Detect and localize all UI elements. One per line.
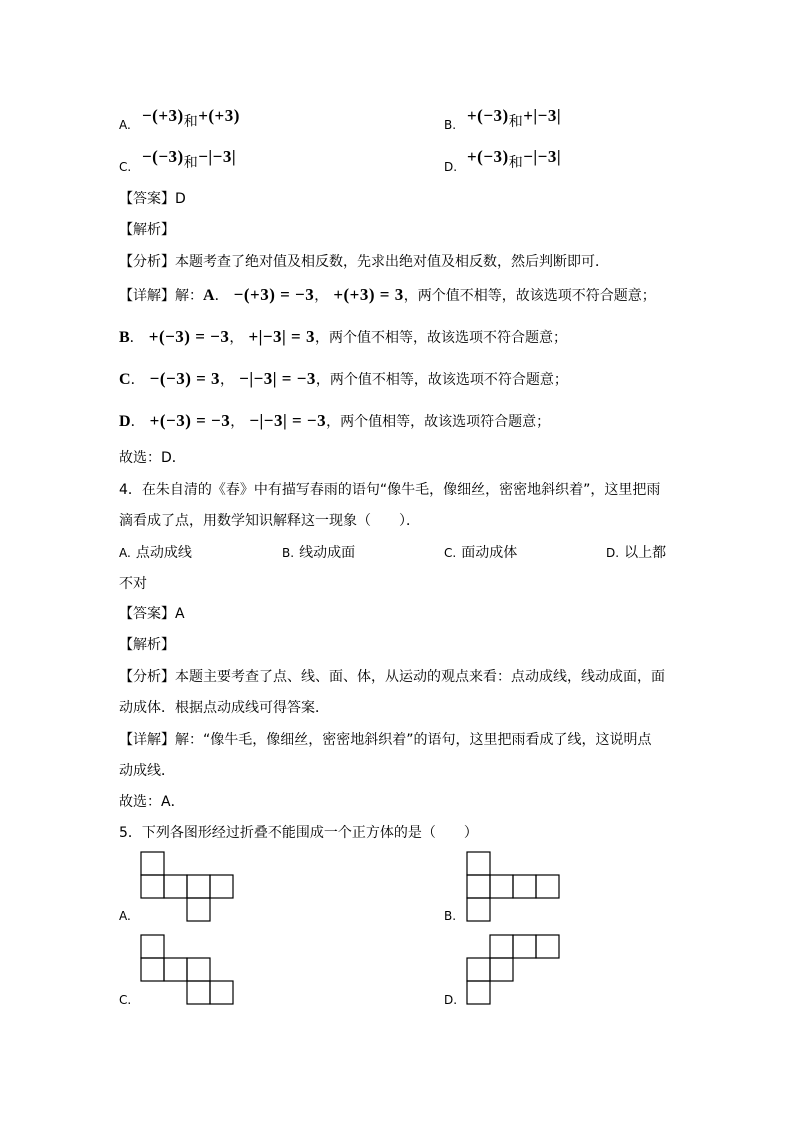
cube-net-b — [466, 851, 562, 923]
detail-b-text: ，两个值不相等，故该选项不符合题意； — [315, 330, 567, 346]
detail-label-a: A — [203, 287, 215, 304]
q3-conclusion: 故选：D． — [119, 450, 186, 466]
q4-answer: 【答案】A — [119, 606, 185, 622]
option-c-expression — [142, 147, 236, 172]
q4-stem-line2: 滴看成了点，用数学知识解释这一现象（ ）． — [119, 513, 420, 529]
q4-option-d-text: 以上都 — [624, 545, 667, 561]
cube-net-a — [140, 851, 236, 923]
option-d-expression — [467, 147, 561, 172]
q4-fenxi-line1: 【分析】本题主要考查了点、线、面、体，从运动的观点来看：点动成线，线动成面，面 — [119, 669, 665, 685]
detail-b-expr1: +(−3) = −3 — [148, 327, 230, 346]
cube-net-d — [466, 934, 562, 1006]
q5-stem: 5．下列各图形经过折叠不能围成一个正方体的是（ ） — [119, 825, 478, 841]
q5-option-letter-b: B. — [444, 909, 457, 923]
q4-option-b — [282, 542, 355, 562]
cube-net-c — [140, 934, 236, 1006]
detail-c-text: ，两个值不相等，故该选项不符合题意； — [315, 372, 568, 388]
q5-option-letter-d: D. — [444, 993, 458, 1007]
option-b-left: +(−3) — [467, 106, 509, 125]
q3-detail-line-b — [119, 327, 567, 347]
detail-a-expr2: +(+3) = 3 — [333, 285, 404, 304]
detail-d-expr2: −|−3| = −3 — [249, 411, 327, 430]
detail-a-text: ，两个值不相等，故该选项不符合题意； — [403, 288, 656, 304]
q4-option-b-text: 线动成面 — [299, 545, 356, 561]
detail-sep: ． — [129, 330, 144, 346]
option-d-joiner: 和 — [508, 155, 524, 171]
detail-comma: ， — [229, 330, 244, 346]
detail-c-expr1: −(−3) = 3 — [149, 369, 221, 388]
option-letter-c: C. — [119, 160, 132, 174]
option-b-joiner: 和 — [508, 114, 524, 130]
q3-answer: 【答案】D — [119, 191, 186, 207]
q3-fenxi: 【分析】本题考查了绝对值及相反数，先求出绝对值及相反数，然后判断即可． — [119, 254, 609, 270]
option-d-right: −|−3| — [523, 147, 562, 166]
q4-detail-line1: 【详解】解：“像牛毛，像细丝，密密地斜织着”的语句，这里把雨看成了线，这说明点 — [119, 732, 652, 748]
option-a-right: +(+3) — [198, 106, 240, 125]
option-c-right: −|−3| — [198, 147, 237, 166]
detail-comma: ， — [220, 372, 235, 388]
q4-option-c-text: 面动成体 — [461, 545, 518, 561]
q4-option-a-letter: A. — [119, 546, 131, 560]
q3-detail-line-c — [119, 369, 568, 389]
q4-option-b-letter: B. — [282, 546, 295, 560]
detail-b-expr2: +|−3| = 3 — [248, 327, 315, 346]
detail-comma: ， — [314, 288, 329, 304]
option-c-left: −(−3) — [142, 147, 184, 166]
detail-d-text: ，两个值相等，故该选项符合题意； — [326, 414, 551, 430]
option-c-joiner: 和 — [183, 155, 199, 171]
detail-label-b: B — [119, 329, 130, 346]
option-a-left: −(+3) — [142, 106, 184, 125]
option-a-joiner: 和 — [183, 114, 199, 130]
q4-conclusion: 故选：A． — [119, 794, 185, 810]
detail-sep: ． — [130, 372, 145, 388]
detail-d-expr1: +(−3) = −3 — [149, 411, 231, 430]
q4-option-a-text: 点动成线 — [135, 545, 192, 561]
q4-option-a — [119, 542, 192, 562]
q5-option-letter-a: A. — [119, 909, 131, 923]
q4-stem-line1: 4．在朱自清的《春》中有描写春雨的语句“像牛毛，像细丝，密密地斜织着”，这里把雨 — [119, 482, 661, 498]
detail-c-expr2: −|−3| = −3 — [239, 369, 316, 388]
q4-option-c-letter: C. — [444, 546, 457, 560]
detail-label-d: D — [119, 413, 131, 430]
detail-sep: ． — [130, 414, 145, 430]
q3-detail-line-d — [119, 411, 550, 431]
q4-fenxi-line2: 动成体．根据点动成线可得答案． — [119, 700, 329, 716]
q5-option-letter-c: C. — [119, 993, 132, 1007]
option-d-left: +(−3) — [467, 147, 509, 166]
q4-option-d — [606, 542, 666, 562]
option-a-expression — [142, 106, 240, 131]
q3-detail-line-a — [119, 285, 656, 305]
q4-option-d-letter: D. — [606, 546, 620, 560]
option-letter-a: A. — [119, 118, 131, 132]
q3-analysis-title: 【解析】 — [119, 222, 175, 238]
option-letter-b: B. — [444, 118, 457, 132]
q4-option-d-wrap: 不对 — [119, 576, 147, 592]
detail-prefix: 【详解】解： — [119, 288, 203, 304]
detail-sep: ． — [214, 288, 229, 304]
detail-comma: ， — [230, 414, 245, 430]
q4-analysis-title: 【解析】 — [119, 637, 175, 653]
option-b-right: +|−3| — [523, 106, 562, 125]
detail-a-expr1: −(+3) = −3 — [233, 285, 315, 304]
q4-detail-line2: 动成线． — [119, 763, 175, 779]
detail-label-c: C — [119, 371, 131, 388]
option-b-expression — [467, 106, 561, 131]
q4-option-c — [444, 542, 517, 562]
option-letter-d: D. — [444, 160, 458, 174]
